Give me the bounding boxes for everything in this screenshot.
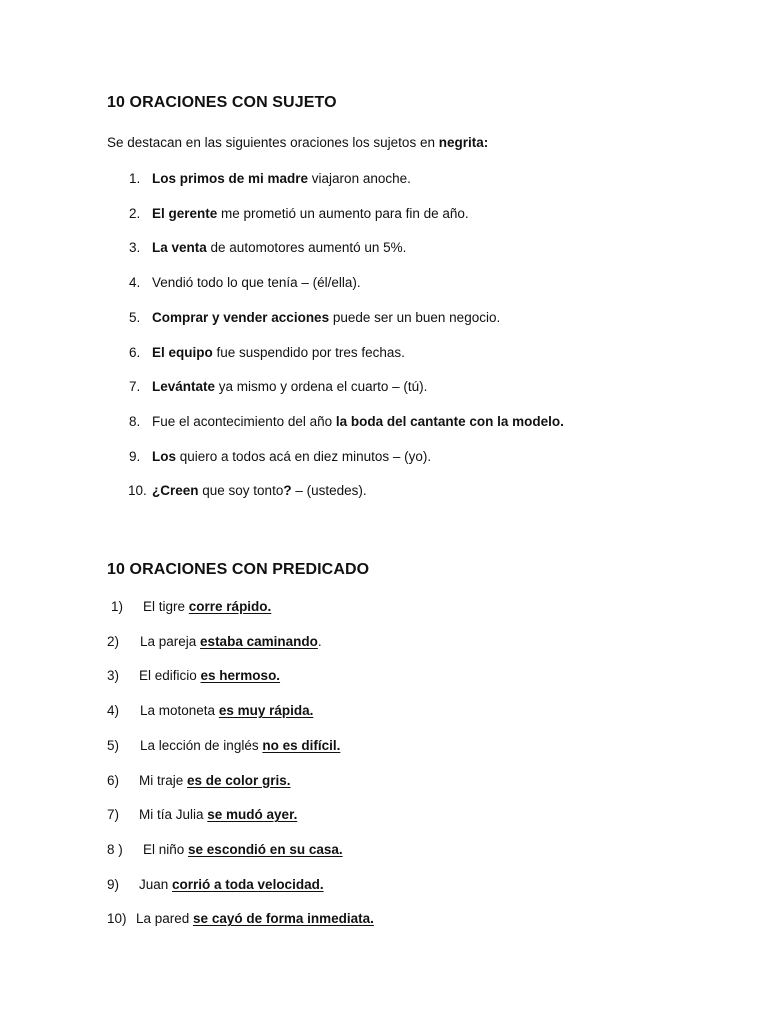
- subject-bold: El equipo: [152, 344, 213, 360]
- subject-bold: Levántate: [152, 379, 216, 395]
- list-number: 6): [107, 772, 120, 788]
- list-number: 1.: [129, 171, 141, 186]
- sentence-text: [140, 702, 313, 720]
- predicate-underlined: se cayó de forma inmediata.: [193, 911, 374, 927]
- list-number: 3.: [129, 240, 141, 256]
- intro-text: [107, 135, 488, 150]
- list-number: 4): [107, 703, 120, 719]
- list-number: 9): [107, 876, 120, 892]
- sentence-subject: El edificio: [139, 668, 201, 684]
- sentence-text: [152, 413, 564, 431]
- sentence-text: [140, 737, 340, 755]
- subject-bold: El gerente: [152, 205, 218, 221]
- predicate-underlined: estaba caminando: [200, 633, 318, 649]
- heading-sujeto: 10 ORACIONES CON SUJETO: [107, 94, 337, 111]
- sentence-subject: Juan: [139, 876, 173, 892]
- list-number: 1): [111, 599, 124, 614]
- sentence-part: viajaron anoche.: [308, 171, 411, 186]
- predicate-underlined: no es difícil.: [262, 737, 341, 753]
- predicate-underlined: corre rápido.: [188, 599, 272, 614]
- predicate-underlined: es de color gris.: [187, 772, 291, 788]
- list-number: 10): [107, 911, 127, 927]
- subject-bold: Los primos de mi madre: [152, 171, 309, 186]
- list-number: 3): [107, 668, 120, 684]
- sentence-part: me prometió un aumento para fin de año.: [217, 205, 469, 221]
- sentence-text: [143, 598, 271, 616]
- sentence-subject: El tigre: [143, 599, 189, 614]
- sentence-part: de automotores aumentó un 5%.: [206, 240, 407, 256]
- list-number: 6.: [129, 344, 141, 360]
- list-number: 5.: [129, 309, 141, 325]
- sentence-text: [152, 309, 500, 327]
- sentence-part: Vendió todo lo que tenía – (él/ella).: [152, 275, 361, 291]
- sentence-text: [152, 448, 431, 466]
- intro-bold: negrita:: [438, 135, 489, 150]
- sentence-part: puede ser un buen negocio.: [329, 309, 501, 325]
- list-number: 8 ): [107, 841, 123, 857]
- sentence-subject: Mi tía Julia: [139, 807, 208, 823]
- sentence-part: que soy tonto: [198, 483, 284, 499]
- list-number: 10.: [128, 483, 147, 499]
- subject-bold: la boda del cantante con la modelo.: [335, 413, 564, 429]
- sentence-text: [152, 378, 427, 396]
- list-number: 9.: [129, 448, 141, 464]
- list-number: 8.: [129, 413, 141, 429]
- subject-bold: Comprar y vender acciones: [152, 309, 330, 325]
- sentence-text: [152, 274, 361, 292]
- sentence-text: [143, 841, 343, 859]
- sentence-subject: La lección de inglés: [140, 737, 263, 753]
- sentence-text: [140, 633, 322, 651]
- sentence-text: [136, 910, 374, 928]
- sentence-text: [152, 344, 405, 362]
- list-number: 5): [107, 737, 120, 753]
- subject-bold: ?: [283, 483, 292, 499]
- sentence-text: [152, 482, 367, 500]
- list-number: 7.: [129, 379, 141, 395]
- sentence-subject: La pareja: [140, 633, 201, 649]
- list-number: 4.: [129, 275, 141, 291]
- predicate-underlined: corrió a toda velocidad.: [172, 876, 324, 892]
- sentence-subject: El niño: [143, 841, 189, 857]
- subject-bold: La venta: [152, 240, 207, 256]
- sentence-text: [139, 806, 297, 824]
- sentence-part: – (ustedes).: [291, 483, 367, 499]
- sentence-tail: .: [317, 633, 322, 649]
- sentence-text: [139, 876, 324, 894]
- list-number: 2.: [129, 205, 141, 221]
- sentence-subject: Mi traje: [139, 772, 188, 788]
- sentence-part: ya mismo y ordena el cuarto – (tú).: [215, 379, 428, 395]
- sentence-part: quiero a todos acá en diez minutos – (yo).: [176, 448, 432, 464]
- predicate-underlined: es muy rápida.: [218, 703, 314, 719]
- sentence-subject: La motoneta: [140, 703, 219, 719]
- sentence-text: [152, 170, 411, 188]
- predicate-underlined: se mudó ayer.: [207, 807, 298, 823]
- sentence-text: [152, 205, 469, 223]
- list-number: 2): [107, 633, 120, 649]
- sentence-text: [139, 772, 291, 790]
- sentence-part: fue suspendido por tres fechas.: [212, 344, 405, 360]
- predicate-underlined: es hermoso.: [200, 668, 281, 684]
- sentence-subject: La pared: [136, 911, 194, 927]
- sentence-text: [152, 239, 406, 257]
- sentence-text: [139, 667, 280, 685]
- sentence-part: Fue el acontecimiento del año: [152, 413, 336, 429]
- list-number: 7): [107, 807, 120, 823]
- predicate-underlined: se escondió en su casa.: [188, 841, 343, 857]
- subject-bold: Los: [152, 448, 177, 464]
- intro-plain: Se destacan en las siguientes oraciones los sujetos en: [107, 135, 439, 150]
- subject-bold: ¿Creen: [152, 483, 199, 499]
- heading-predicado: 10 ORACIONES CON PREDICADO: [107, 561, 370, 578]
